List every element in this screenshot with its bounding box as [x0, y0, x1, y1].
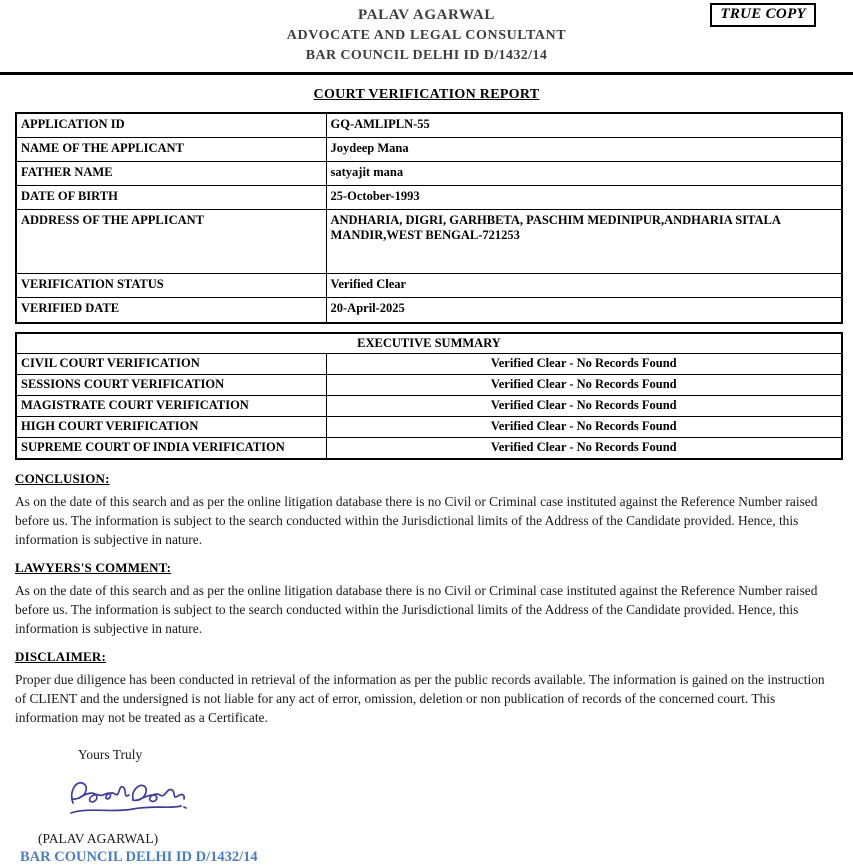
court-label: MAGISTRATE COURT VERIFICATION: [16, 396, 326, 417]
true-copy-stamp: TRUE COPY: [710, 3, 816, 27]
section-heading: DISCLAIMER:: [15, 648, 107, 664]
section-heading: LAWYERS'S COMMENT:: [15, 559, 172, 575]
court-label: SUPREME COURT OF INDIA VERIFICATION: [16, 438, 326, 459]
field-label: DATE OF BIRTH: [16, 185, 326, 209]
applicant-details-table: [15, 112, 843, 324]
section-disclaimer: [15, 649, 843, 727]
advocate-title: ADVOCATE AND LEGAL CONSULTANT: [286, 28, 567, 43]
field-value: 25-October-1993: [326, 185, 842, 209]
footer-bar-id: BAR COUNCIL DELHI ID D/1432/14: [20, 848, 258, 865]
table-row: [16, 438, 842, 459]
court-status: Verified Clear - No Records Found: [326, 438, 842, 459]
advocate-name: PALAV AGARWAL: [358, 7, 495, 23]
report-title: COURT VERIFICATION REPORT: [313, 87, 540, 102]
table-row: [16, 273, 842, 297]
section-conclusion: [15, 471, 843, 549]
field-label: VERIFICATION STATUS: [16, 273, 326, 297]
field-value: satyajit mana: [326, 161, 842, 185]
table-row: [16, 113, 842, 137]
header-divider: [0, 72, 853, 75]
table-row: [16, 396, 842, 417]
field-label: APPLICATION ID: [16, 113, 326, 137]
section-lawyers-comment: [15, 560, 843, 638]
court-label: HIGH COURT VERIFICATION: [16, 417, 326, 438]
field-value: GQ-AMLIPLN-55: [326, 113, 842, 137]
field-value: 20-April-2025: [326, 297, 842, 323]
table-header-row: [16, 333, 842, 354]
court-label: CIVIL COURT VERIFICATION: [16, 354, 326, 375]
letterhead: [0, 0, 853, 64]
field-label: VERIFIED DATE: [16, 297, 326, 323]
closing-text: Yours Truly: [78, 746, 143, 762]
table-row: [16, 417, 842, 438]
section-body: As on the date of this search and as per the online litigation database there is no Civil or Criminal case instituted against the Reference Number raised before us. The information is subject to the search conducted within the Jurisdictional limits of the Address of the Candidate provided. Hence, this information is subjective in nature.: [15, 493, 818, 547]
court-status: Verified Clear - No Records Found: [326, 354, 842, 375]
field-label: NAME OF THE APPLICANT: [16, 137, 326, 161]
advocate-bar-id: BAR COUNCIL DELHI ID D/1432/14: [305, 48, 548, 63]
table-row: [16, 375, 842, 396]
section-body: As on the date of this search and as per the online litigation database there is no Civil or Criminal case instituted against the Reference Number raised before us. The information is subject to the search conducted within the Jurisdictional limits of the Address of the Candidate provided. Hence, this information is subjective in nature.: [15, 582, 818, 636]
table-row: [16, 354, 842, 375]
table-row: [16, 161, 842, 185]
section-heading: CONCLUSION:: [15, 470, 110, 486]
field-label: FATHER NAME: [16, 161, 326, 185]
signatory-name: (PALAV AGARWAL): [38, 830, 159, 846]
court-status: Verified Clear - No Records Found: [326, 375, 842, 396]
field-value: Verified Clear: [326, 273, 842, 297]
table-row: [16, 137, 842, 161]
table-row: [16, 209, 842, 273]
executive-summary-table: [15, 332, 843, 460]
section-body: Proper due diligence has been conducted in retrieval of the information as per the public records available. The information is gained on the instruction of CLIENT and the undersigned is not liable for any act of error, omission, deletion or non publication of records of the concerned court. This information may not be treated as a Certificate.: [15, 671, 825, 725]
table-row: [16, 185, 842, 209]
court-label: SESSIONS COURT VERIFICATION: [16, 375, 326, 396]
field-value: ANDHARIA, DIGRI, GARHBETA, PASCHIM MEDINIPUR,ANDHARIA SITALA MANDIR,WEST BENGAL-721253: [326, 209, 842, 273]
court-status: Verified Clear - No Records Found: [326, 396, 842, 417]
signature-image: [63, 773, 843, 831]
report-content: [0, 112, 853, 866]
field-value: Joydeep Mana: [326, 137, 842, 161]
field-label: ADDRESS OF THE APPLICANT: [16, 209, 326, 273]
table-row: [16, 297, 842, 323]
court-status: Verified Clear - No Records Found: [326, 417, 842, 438]
executive-summary-title: EXECUTIVE SUMMARY: [16, 333, 842, 354]
